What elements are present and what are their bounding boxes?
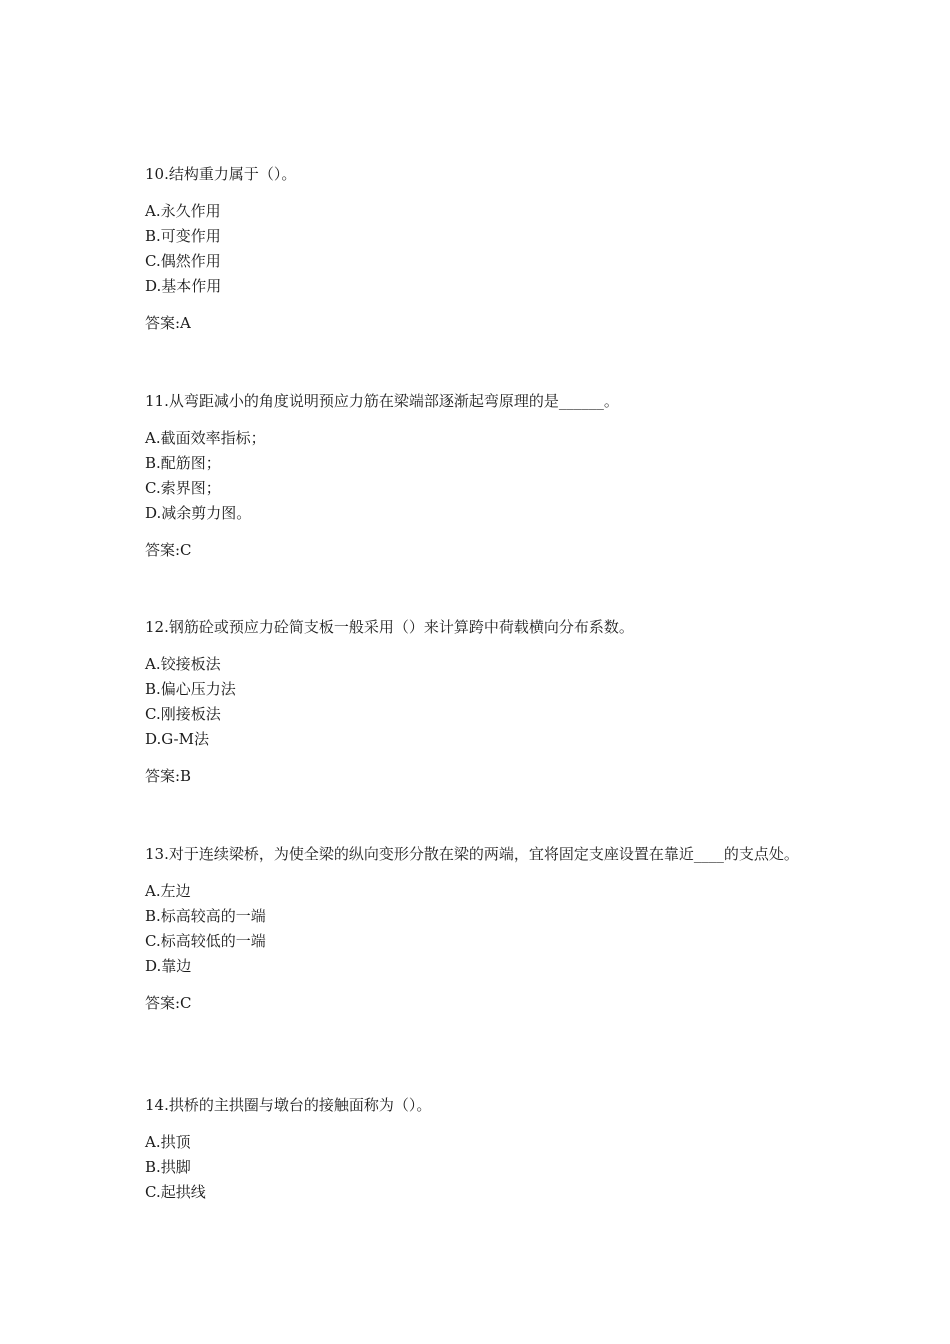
option-d: D.G-M法 (145, 730, 209, 748)
option-a: A.永久作用 (145, 202, 221, 220)
question-13 (145, 842, 815, 1016)
option-a: A.拱顶 (145, 1133, 191, 1151)
answer-text: 答案:A (145, 314, 191, 332)
option-c: C.起拱线 (145, 1183, 206, 1201)
option-a: A.左边 (145, 882, 191, 900)
option-b: B.配筋图； (145, 454, 221, 472)
option-a: A.铰接板法 (145, 655, 221, 673)
question-stem: 12.钢筋砼或预应力砼简支板一般采用（）来计算跨中荷载横向分布系数。 (145, 618, 634, 636)
option-c: C.刚接板法 (145, 705, 221, 723)
question-10 (145, 162, 815, 336)
answer-text: 答案:C (145, 994, 192, 1012)
question-14 (145, 1093, 815, 1205)
option-list (145, 652, 815, 752)
answer-text: 答案:B (145, 767, 192, 785)
option-list (145, 1130, 815, 1205)
option-d: D.靠边 (145, 957, 192, 975)
question-stem: 11.从弯距减小的角度说明预应力筋在梁端部逐渐起弯原理的是______。 (145, 392, 619, 410)
question-stem: 13.对于连续梁桥，为使全梁的纵向变形分散在梁的两端，宜将固定支座设置在靠近____的支点处。 (145, 845, 799, 863)
option-c: C.标高较低的一端 (145, 932, 266, 950)
option-b: B.拱脚 (145, 1158, 191, 1176)
option-d: D.基本作用 (145, 277, 222, 295)
option-c: C.偶然作用 (145, 252, 221, 270)
option-b: B.偏心压力法 (145, 680, 236, 698)
question-stem: 10.结构重力属于（）。 (145, 165, 297, 183)
option-c: C.索界图； (145, 479, 221, 497)
option-b: B.标高较高的一端 (145, 907, 266, 925)
option-list (145, 199, 815, 299)
question-11 (145, 389, 815, 563)
question-12 (145, 615, 815, 789)
option-list (145, 426, 815, 526)
option-d: D.减余剪力图。 (145, 504, 252, 522)
answer-text: 答案:C (145, 541, 192, 559)
option-b: B.可变作用 (145, 227, 221, 245)
option-a: A.截面效率指标； (145, 429, 266, 447)
option-list (145, 879, 815, 979)
question-stem: 14.拱桥的主拱圈与墩台的接触面称为（）。 (145, 1096, 432, 1114)
